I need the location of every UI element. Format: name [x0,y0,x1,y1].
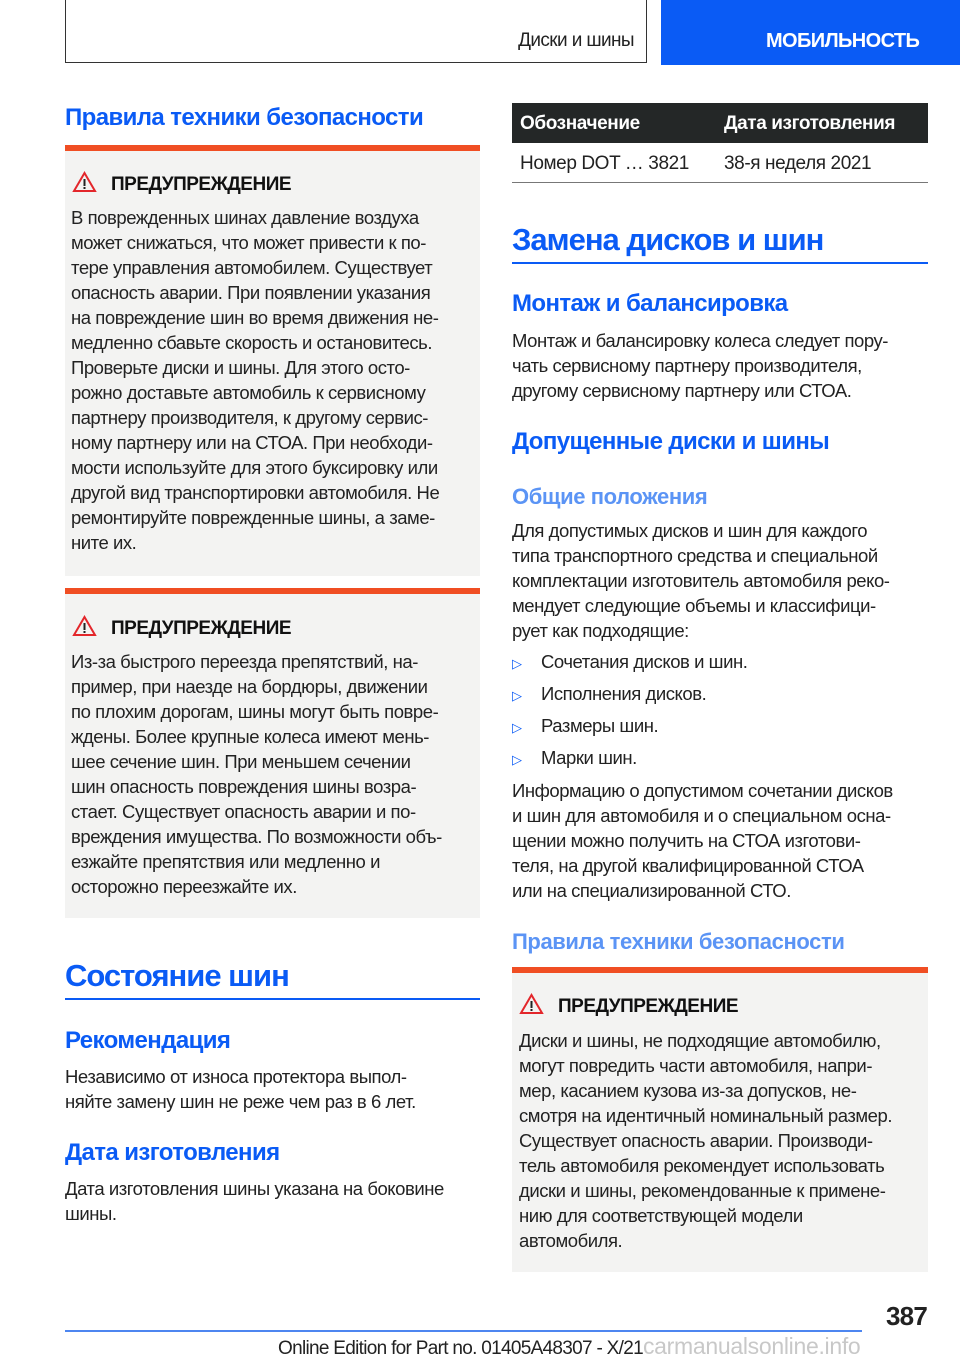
warning-title: ПРЕДУПРЕЖДЕНИЕ [111,618,292,639]
bullet-triangle-icon: ▷ [512,720,522,735]
text-line: Существует опасность аварии. Производи- [519,1130,873,1151]
list-item: ▷ Сочетания дисков и шин. [512,651,748,672]
text-line: Проверьте диски и шины. Для этого осто- [71,357,410,378]
table-row [512,143,928,183]
text-line: Независимо от износа протектора выпол- [65,1066,407,1087]
text-line: чать сервисному партнеру производителя, [512,355,862,376]
chapter-tab[interactable] [661,0,960,65]
header-box [65,0,647,63]
text-line: нию для соответствующей модели [519,1205,803,1226]
text-line: мости используйте для этого буксировку или [71,457,438,478]
column-header: Обозначение [520,113,640,134]
text-line: или на специализированной СТО. [512,880,791,901]
text-line: медленно сбавьте скорость и остановитесь. [71,332,433,353]
table-cell: Номер DOT … 3821 [520,153,689,174]
text-line: теля, на другой квалифицированной СТОА [512,855,864,876]
recommendation-text [65,1064,416,1114]
warning-triangle-icon [72,171,97,193]
text-line: Для допустимых дисков и шин для каждого [512,520,868,541]
text-line: шины. [65,1203,117,1224]
text-line: рует как подходящие: [512,620,689,641]
bullet-triangle-icon: ▷ [512,656,522,671]
text-line: по плохим дорогам, шины могут быть повре- [71,701,439,722]
text-line: другому сервисному партнеру или СТОА. [512,380,852,401]
tire-condition-heading: Состояние шин [65,958,289,993]
text-line: типа транспортного средства и специальной [512,545,878,566]
date-heading: Дата изготовления [65,1139,280,1166]
text-line: В поврежденных шинах давление воздуха [71,207,419,228]
heading-rule [512,262,928,264]
text-line: ремонтируйте поврежденные шины, а заме- [71,507,435,528]
section-title: Диски и шины [518,30,634,51]
text-line: тель автомобиля рекомендует использовать [519,1155,885,1176]
heading-rule [65,998,480,1000]
warning-title: ПРЕДУПРЕЖДЕНИЕ [111,174,292,195]
mount-heading: Монтаж и балансировка [512,290,788,317]
mount-text [512,328,888,403]
text-line: рожно доставьте автомобиль к сервисному [71,382,426,403]
safety-heading: Правила техники безопасности [512,929,845,954]
text-line: осторожно переезжайте их. [71,876,297,897]
text-line: могут повредить части автомобиля, напри- [519,1055,873,1076]
text-line: опасность аварии. При появлении указания [71,282,431,303]
warning-text [519,1028,892,1253]
list-item: ▷ Исполнения дисков. [512,683,707,704]
text-line: партнеру производителя, к другому сервис- [71,407,428,428]
text-line: Информацию о допустимом сочетании дисков [512,780,893,801]
text-line: Монтаж и балансировку колеса следует пору- [512,330,889,351]
warning-text [71,205,439,555]
page-number: 387 [886,1301,927,1331]
text-line: смотря на идентичный номинальный размер. [519,1105,893,1126]
text-line: ните их. [71,532,137,553]
watermark: carmanualsonline.info [642,1333,861,1359]
text-line: на повреждение шин во время движения не- [71,307,439,328]
warning-triangle-icon [72,615,97,637]
date-text [65,1176,444,1226]
replace-heading: Замена дисков и шин [512,222,824,257]
text-line: тере управления автомобилем. Существует [71,257,433,278]
recommendation-heading: Рекомендация [65,1027,231,1054]
text-line: щении можно получить на СТОА изготови- [512,830,861,851]
text-line: пример, при наезде на бордюры, движении [71,676,428,697]
warning-triangle-icon [519,993,544,1015]
text-line: Диски и шины, не подходящие автомобилю, [519,1030,881,1051]
text-line: и шин для автомобиля и о специальном осна- [512,805,891,826]
general-text [512,518,890,643]
dot-table [512,103,928,183]
text-line: Дата изготовления шины указана на боковине [65,1178,444,1199]
text-line: шее сечение шин. При меньшем сечении [71,751,411,772]
table-header [512,103,928,143]
footer-rule [65,1330,862,1332]
safety-heading: Правила техники безопасности [65,104,424,131]
text-line: езжайте препятствия или медленно и [71,851,380,872]
column-header: Дата изготовления [724,113,896,134]
bullet-triangle-icon: ▷ [512,688,522,703]
general-heading: Общие положения [512,484,708,509]
edition-text: Online Edition for Part no. 01405A48307 - X/21 [278,1338,643,1359]
text-line: мендует следующие объемы и классифици- [512,595,876,616]
text-line: другой вид транспортировки автомобиля. Не [71,482,440,503]
text-line: Из-за быстрого переезда препятствий, на- [71,651,418,672]
list-item: ▷ Размеры шин. [512,715,659,736]
text-line: комплектации изготовитель автомобиля реко- [512,570,890,591]
text-line: может снижаться, что может привести к по- [71,232,426,253]
list-item: ▷ Марки шин. [512,747,637,768]
text-line: диски и шины, рекомендованные к примене- [519,1180,886,1201]
text-line: автомобиля. [519,1230,623,1251]
text-line: няйте замену шин не реже чем раз в 6 лет. [65,1091,416,1112]
info-text [512,778,893,903]
bullet-triangle-icon: ▷ [512,752,522,767]
text-line: вреждения имущества. По возможности объ- [71,826,442,847]
footer-text [278,1333,860,1360]
table-cell: 38-я неделя 2021 [724,153,872,174]
text-line: ждены. Более крупные колеса имеют мень- [71,726,430,747]
text-line: шин опасность повреждения шины возра- [71,776,417,797]
chapter-tab-label: МОБИЛЬНОСТЬ [766,30,920,52]
text-line: стает. Существует опасность аварии и по- [71,801,416,822]
warning-title: ПРЕДУПРЕЖДЕНИЕ [558,996,739,1017]
text-line: мер, касанием кузова из-за допусков, не- [519,1080,857,1101]
warning-text [71,649,442,899]
approved-heading: Допущенные диски и шины [512,428,830,455]
text-line: ному партнеру или на СТОА. При необходи- [71,432,433,453]
